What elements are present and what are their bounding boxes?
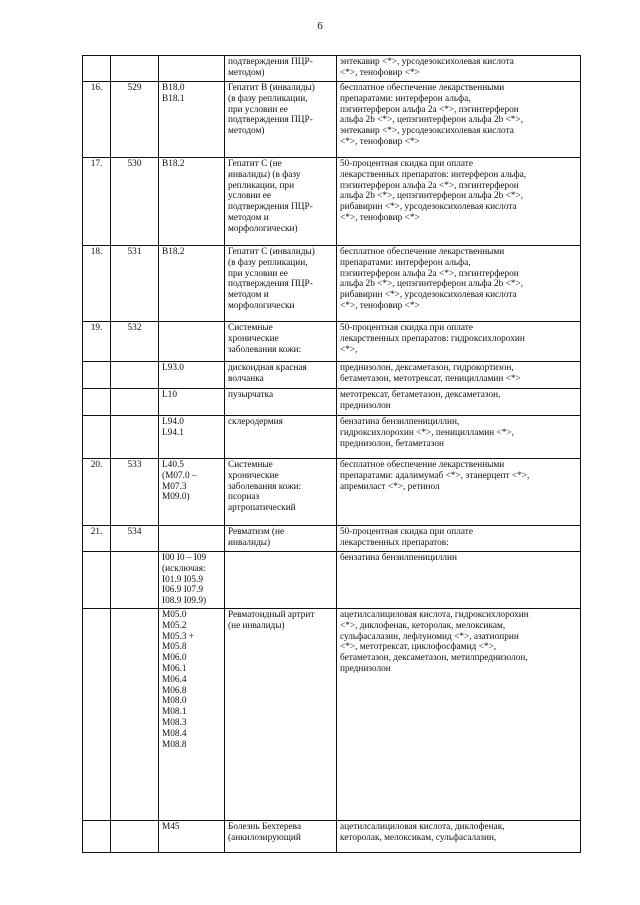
cell-line: Болезнь Бехтерева bbox=[228, 821, 302, 832]
icd-codes bbox=[159, 416, 225, 459]
cell-line: методом) bbox=[228, 67, 265, 78]
disease-name bbox=[225, 389, 337, 416]
cell-line: методом и bbox=[228, 290, 269, 301]
row-code: 534 bbox=[111, 526, 159, 552]
cell-line: дискоидная красная bbox=[228, 363, 307, 373]
cell-line: энтекавир <*>, урсодезоксихолевая кислота bbox=[340, 57, 514, 67]
cell-line: методом и bbox=[228, 212, 269, 223]
cell-line: при условии ее bbox=[228, 104, 288, 115]
cell-line: бензатина бензилпенициллин, bbox=[340, 417, 460, 427]
cell-line: бесплатное обеспечение лекарственными bbox=[340, 247, 505, 257]
row-code bbox=[111, 552, 159, 609]
cell-line: препаратами: интерферон альфа, bbox=[340, 93, 471, 104]
cell-line: I01.9 I05.9 bbox=[162, 574, 204, 585]
cell-line: (в фазу репликации, bbox=[228, 93, 308, 104]
table-row bbox=[83, 82, 581, 158]
row-code: 531 bbox=[111, 246, 159, 322]
cell-line: морфологически bbox=[228, 300, 295, 311]
cell-line: 50-процентная скидка при оплате bbox=[340, 323, 473, 333]
cell-line: бензатина бензилпенициллин bbox=[340, 553, 457, 563]
cell-line: альфа 2b <*>, цепэгинтерферон альфа 2b <*>, bbox=[340, 279, 524, 290]
disease-name bbox=[225, 526, 337, 552]
cell-line: склеродермия bbox=[228, 417, 283, 427]
cell-line: M05.3 + bbox=[162, 631, 195, 642]
cell-line: пэгинтерферон альфа 2a <*>, пэгинтерферон bbox=[340, 104, 519, 115]
cell-line: I06.9 I07.9 bbox=[162, 585, 204, 596]
cell-line: <*>, тенофовир <*> bbox=[340, 212, 420, 223]
cell-line: L94.1 bbox=[162, 427, 184, 438]
cell-line: морфологически) bbox=[228, 223, 298, 234]
cell-line: 50-процентная скидка при оплате bbox=[340, 159, 473, 169]
cell-line: инвалиды) (в фазу bbox=[228, 169, 301, 180]
benefit-text bbox=[337, 820, 581, 852]
disease-name bbox=[225, 552, 337, 609]
cell-line: Ревматоидный артрит bbox=[228, 609, 315, 620]
cell-line: I00 I0 – I09 bbox=[162, 553, 207, 563]
cell-line: M06.8 bbox=[162, 685, 187, 696]
cell-line: энтекавир <*>, урсодезоксихолевая кислота bbox=[340, 126, 514, 137]
cell-line: (в фазу репликации, bbox=[228, 257, 308, 268]
disease-name bbox=[225, 246, 337, 322]
benefit-text bbox=[337, 608, 581, 820]
cell-line: M08.1 bbox=[162, 707, 187, 718]
cell-line: <*>, тенофовир <*> bbox=[340, 136, 420, 147]
disease-name bbox=[225, 82, 337, 158]
row-number bbox=[83, 552, 111, 609]
icd-codes bbox=[159, 322, 225, 362]
benefit-text bbox=[337, 158, 581, 246]
disease-name bbox=[225, 158, 337, 246]
icd-codes bbox=[159, 820, 225, 852]
row-code: 529 bbox=[111, 82, 159, 158]
row-code bbox=[111, 362, 159, 389]
icd-codes bbox=[159, 389, 225, 416]
cell-line: M08.8 bbox=[162, 739, 187, 750]
cell-line: <*>, bbox=[340, 344, 358, 355]
cell-line: L40.5 bbox=[162, 460, 184, 470]
cell-line: M07.3 bbox=[162, 481, 187, 492]
icd-codes bbox=[159, 158, 225, 246]
cell-line: рибавирин <*>, урсодезоксихолевая кислота bbox=[340, 290, 517, 301]
page-number: 6 bbox=[317, 20, 323, 32]
icd-codes bbox=[159, 608, 225, 820]
row-number: 17. bbox=[83, 158, 111, 246]
table-row bbox=[83, 526, 581, 552]
cell-line: кеторолак, мелоксикам, сульфасалазин, bbox=[340, 832, 497, 843]
icd-codes bbox=[159, 552, 225, 609]
icd-codes bbox=[159, 459, 225, 526]
row-code: 532 bbox=[111, 322, 159, 362]
disease-name bbox=[225, 322, 337, 362]
row-code bbox=[111, 56, 159, 82]
cell-line: B18.1 bbox=[162, 93, 185, 104]
benefit-text bbox=[337, 552, 581, 609]
cell-line: пузырчатка bbox=[228, 390, 274, 400]
cell-line: хронические bbox=[228, 333, 279, 344]
cell-line: подтверждения ПЦР- bbox=[228, 57, 313, 67]
cell-line: M05.2 bbox=[162, 620, 187, 631]
cell-line: метотрексат, бетаметазон, дексаметазон, bbox=[340, 390, 501, 400]
table-row bbox=[83, 158, 581, 246]
benefits-table bbox=[82, 55, 581, 853]
cell-line: условии ее bbox=[228, 191, 271, 202]
cell-line: M06.1 bbox=[162, 663, 187, 674]
row-code: 533 bbox=[111, 459, 159, 526]
table-row bbox=[83, 56, 581, 82]
table-row bbox=[83, 459, 581, 526]
cell-line: преднизолон bbox=[340, 663, 391, 674]
cell-line: L94.0 bbox=[162, 417, 184, 427]
cell-line: L10 bbox=[162, 390, 177, 400]
cell-line: лекарственных препаратов: интерферон альфа, bbox=[340, 169, 527, 180]
row-number: 19. bbox=[83, 322, 111, 362]
icd-codes bbox=[159, 362, 225, 389]
icd-codes bbox=[159, 526, 225, 552]
cell-line: B18.2 bbox=[162, 159, 185, 169]
cell-line: подтверждения ПЦР- bbox=[228, 202, 313, 213]
cell-line: лекарственных препаратов: bbox=[340, 537, 449, 548]
table-row bbox=[83, 820, 581, 852]
disease-name bbox=[225, 459, 337, 526]
cell-line: гидроксихлорохин <*>, пеницилламин <*>, bbox=[340, 427, 514, 438]
cell-line: подтверждения ПЦР- bbox=[228, 279, 313, 290]
cell-line: артропатический bbox=[228, 503, 296, 514]
cell-line: пэгинтерферон альфа 2a <*>, пэгинтерферон bbox=[340, 268, 519, 279]
cell-line: хронические bbox=[228, 470, 279, 481]
cell-line: M08.3 bbox=[162, 717, 187, 728]
row-code bbox=[111, 389, 159, 416]
row-code bbox=[111, 608, 159, 820]
row-number bbox=[83, 608, 111, 820]
benefit-text bbox=[337, 246, 581, 322]
cell-line: (исключая: bbox=[162, 563, 206, 574]
cell-line: заболевания кожи: bbox=[228, 344, 302, 355]
cell-line: (M07.0 – bbox=[162, 470, 197, 481]
cell-line: заболевания кожи: bbox=[228, 481, 302, 492]
cell-line: B18.0 bbox=[162, 83, 185, 93]
table-row bbox=[83, 362, 581, 389]
benefit-text bbox=[337, 416, 581, 459]
row-number bbox=[83, 820, 111, 852]
row-number: 18. bbox=[83, 246, 111, 322]
cell-line: при условии ее bbox=[228, 268, 288, 279]
benefit-text bbox=[337, 389, 581, 416]
cell-line: M06.4 bbox=[162, 674, 187, 685]
cell-line: <*>, диклофенак, кеторолак, мелоксикам, bbox=[340, 620, 506, 631]
disease-name bbox=[225, 56, 337, 82]
cell-line: препаратами: адалимумаб <*>, этанерцепт <*>, bbox=[340, 470, 530, 481]
icd-codes bbox=[159, 82, 225, 158]
cell-line: инвалиды) bbox=[228, 537, 271, 548]
cell-line: (не инвалиды) bbox=[228, 620, 285, 631]
cell-line: бесплатное обеспечение лекарственными bbox=[340, 460, 505, 470]
cell-line: M08.0 bbox=[162, 696, 187, 707]
cell-line: M06.0 bbox=[162, 653, 187, 664]
table-row bbox=[83, 246, 581, 322]
disease-name bbox=[225, 820, 337, 852]
cell-line: ацетилсалициловая кислота, диклофенак, bbox=[340, 821, 505, 832]
cell-line: Системные bbox=[228, 460, 273, 470]
cell-line: (анкилозирующий bbox=[228, 832, 301, 843]
row-number: 21. bbox=[83, 526, 111, 552]
benefit-text bbox=[337, 526, 581, 552]
cell-line: бесплатное обеспечение лекарственными bbox=[340, 83, 505, 93]
row-code: 530 bbox=[111, 158, 159, 246]
cell-line: лекарственных препаратов: гидроксихлорохин bbox=[340, 333, 525, 344]
row-number bbox=[83, 362, 111, 389]
cell-line: псориаз bbox=[228, 492, 260, 503]
cell-line: B18.2 bbox=[162, 247, 185, 257]
cell-line: Гепатит C (инвалиды) bbox=[228, 247, 315, 257]
row-number bbox=[83, 416, 111, 459]
cell-line: методом) bbox=[228, 126, 265, 137]
cell-line: <*>, метотрексат, циклофосфамид <*>, bbox=[340, 642, 497, 653]
cell-line: пэгинтерферон альфа 2a <*>, пэгинтерферон bbox=[340, 180, 519, 191]
cell-line: рибавирин <*>, урсодезоксихолевая кислота bbox=[340, 202, 517, 213]
cell-line: M45 bbox=[162, 821, 180, 832]
benefit-text bbox=[337, 459, 581, 526]
cell-line: бетаметазон, метотрексат, пеницилламин <*> bbox=[340, 373, 521, 384]
disease-name bbox=[225, 362, 337, 389]
cell-line: M05.8 bbox=[162, 642, 187, 653]
row-number bbox=[83, 389, 111, 416]
cell-line: ацетилсалициловая кислота, гидроксихлорохин bbox=[340, 609, 529, 620]
cell-line: апремиласт <*>, ретинол bbox=[340, 481, 440, 492]
table-row bbox=[83, 389, 581, 416]
row-number bbox=[83, 56, 111, 82]
cell-line: преднизолон bbox=[340, 400, 391, 411]
icd-codes bbox=[159, 56, 225, 82]
cell-line: M05.0 bbox=[162, 609, 187, 620]
disease-name bbox=[225, 416, 337, 459]
cell-line: M08.4 bbox=[162, 728, 187, 739]
cell-line: Гепатит C (не bbox=[228, 159, 282, 169]
cell-line: <*>, тенофовир <*> bbox=[340, 300, 420, 311]
cell-line: Системные bbox=[228, 323, 273, 333]
icd-codes bbox=[159, 246, 225, 322]
row-code bbox=[111, 820, 159, 852]
cell-line: преднизолон, дексаметазон, гидрокортизон, bbox=[340, 363, 514, 373]
cell-line: альфа 2b <*>, цепэгинтерферон альфа 2b <*>, bbox=[340, 191, 524, 202]
cell-line: репликации, при bbox=[228, 180, 295, 191]
row-number: 16. bbox=[83, 82, 111, 158]
cell-line: волчанка bbox=[228, 373, 264, 384]
disease-name bbox=[225, 608, 337, 820]
cell-line: препаратами: интерферон альфа, bbox=[340, 257, 471, 268]
cell-line: бетаметазон, дексаметазон, метилпреднизолон, bbox=[340, 653, 528, 664]
cell-line: сульфасалазин, лефлуномид <*>, азатиоприн bbox=[340, 631, 519, 642]
table-row bbox=[83, 552, 581, 609]
cell-line: I08.9 I09.9) bbox=[162, 596, 207, 607]
row-number: 20. bbox=[83, 459, 111, 526]
benefit-text bbox=[337, 82, 581, 158]
table-row bbox=[83, 416, 581, 459]
cell-line: M09.0) bbox=[162, 492, 190, 503]
cell-line: преднизолон, бетаметазон bbox=[340, 438, 444, 449]
benefit-text bbox=[337, 362, 581, 389]
benefit-text bbox=[337, 56, 581, 82]
table-row bbox=[83, 322, 581, 362]
cell-line: <*>, тенофовир <*> bbox=[340, 67, 420, 78]
cell-line: 50-процентная скидка при оплате bbox=[340, 527, 473, 537]
cell-line: альфа 2b <*>, цепэгинтерферон альфа 2b <*>, bbox=[340, 115, 524, 126]
cell-line: L93.0 bbox=[162, 363, 184, 373]
cell-line: Гепатит B (инвалиды) bbox=[228, 83, 315, 93]
cell-line: подтверждения ПЦР- bbox=[228, 115, 313, 126]
table-row bbox=[83, 608, 581, 820]
cell-line: Ревматизм (не bbox=[228, 527, 285, 537]
benefit-text bbox=[337, 322, 581, 362]
row-code bbox=[111, 416, 159, 459]
